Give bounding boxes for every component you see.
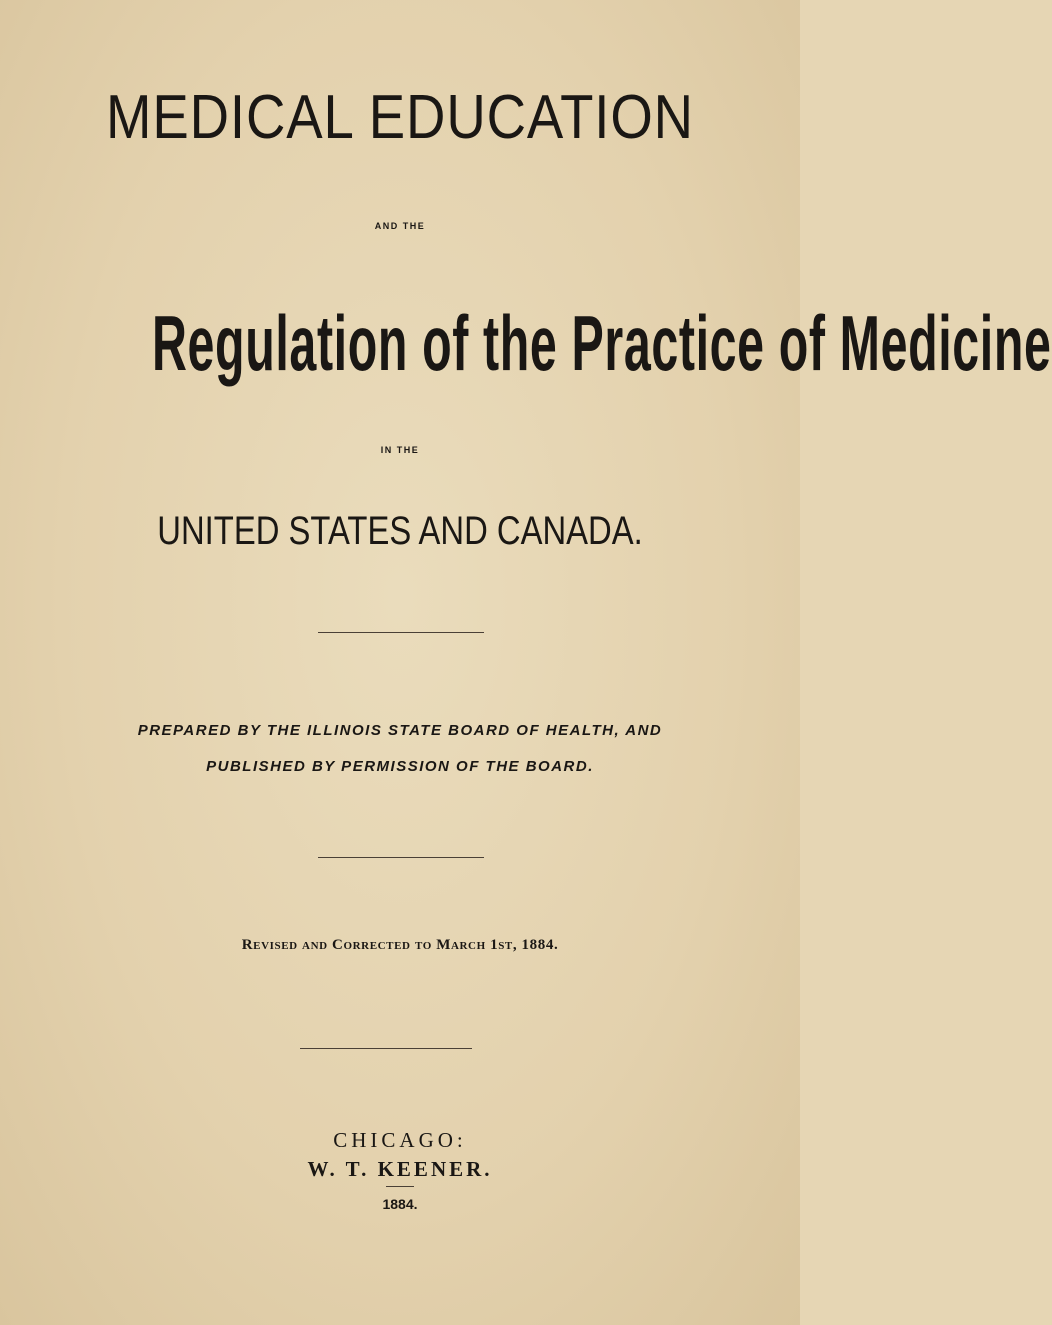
short-divider-rule <box>386 1186 414 1187</box>
revision-note-text: Revised and Corrected to March 1st, 1884. <box>241 937 559 953</box>
subtitle: Regulation of the Practice of Medicine <box>152 299 1052 387</box>
publication-city: CHICAGO: <box>333 1128 467 1152</box>
connector-in-the: IN THE <box>380 445 420 455</box>
connector-and-the: AND THE <box>374 221 426 231</box>
prepared-by-line-2: PUBLISHED BY PERMISSION OF THE BOARD. <box>206 758 594 775</box>
prepared-by-line-1: PREPARED BY THE ILLINOIS STATE BOARD OF HEALTH, AND <box>137 722 663 739</box>
divider-rule <box>318 632 484 633</box>
revision-note <box>0 937 800 954</box>
divider-rule <box>300 1048 472 1049</box>
countries-title: UNITED STATES AND CANADA. <box>157 509 643 553</box>
divider-rule <box>318 857 484 858</box>
main-title: MEDICAL EDUCATION <box>106 83 694 152</box>
publisher-name: W. T. KEENER. <box>307 1157 493 1181</box>
publication-year: 1884. <box>382 1196 418 1212</box>
